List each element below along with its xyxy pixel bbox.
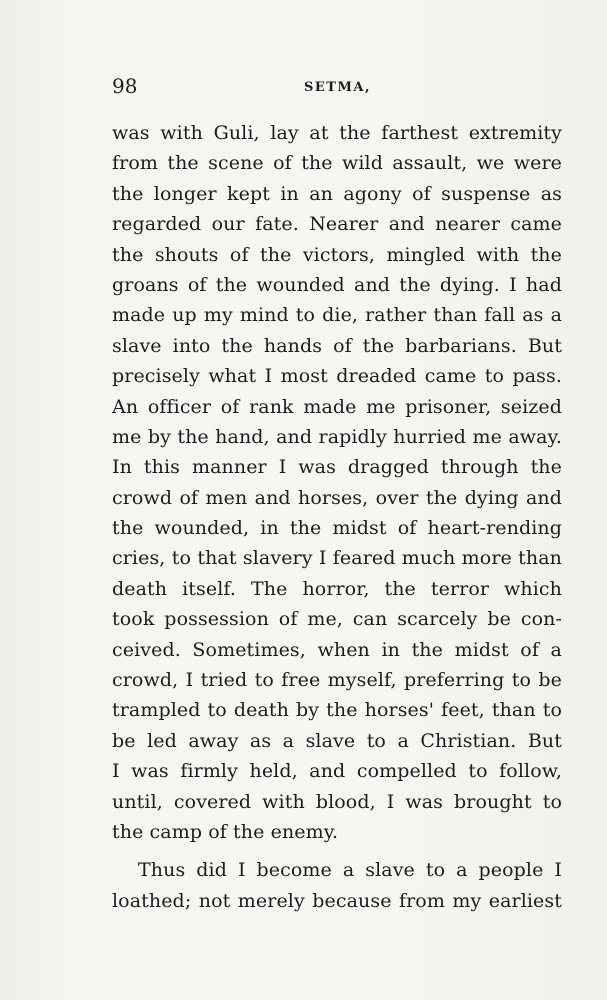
text-line: crowd, I tried to free myself, preferring to be <box>112 669 562 692</box>
text-line: precisely what I most dreaded came to pass. <box>112 365 562 388</box>
page-number: 98 <box>112 74 138 98</box>
text-line: the camp of the enemy. <box>112 820 339 843</box>
body-text <box>112 118 562 916</box>
text-line: trampled to death by the horses' feet, than to <box>112 699 562 722</box>
text-line: loathed; not merely because from my earliest <box>112 889 562 912</box>
text-line: the wounded, in the midst of heart-rending <box>112 517 562 540</box>
running-header <box>112 74 562 104</box>
text-line: took possession of me, can scarcely be con- <box>112 608 562 631</box>
text-line: regarded our fate. Nearer and nearer came <box>112 213 562 236</box>
text-line: the longer kept in an agony of suspense as <box>112 182 562 205</box>
text-line: me by the hand, and rapidly hurried me away. <box>112 425 562 448</box>
text-line: slave into the hands of the barbarians. But <box>112 334 562 357</box>
text-line: was with Guli, lay at the farthest extremity <box>112 122 562 144</box>
text-line: from the scene of the wild assault, we were <box>112 152 562 175</box>
text-line: be led away as a slave to a Christian. But <box>112 729 562 752</box>
text-line: An officer of rank made me prisoner, seized <box>112 395 562 418</box>
text-line: I was firmly held, and compelled to follow, <box>112 760 562 783</box>
text-line: groans of the wounded and the dying. I had <box>112 273 562 296</box>
running-title: SETMA, <box>304 80 371 95</box>
text-line: crowd of men and horses, over the dying and <box>112 486 562 509</box>
text-line: the shouts of the victors, mingled with the <box>112 243 562 266</box>
text-line: made up my mind to die, rather than fall as a <box>112 304 562 327</box>
text-line: until, covered with blood, I was brought to <box>112 790 562 813</box>
text-line: ceived. Sometimes, when in the midst of a <box>112 638 562 661</box>
text-line: Thus did I become a slave to a people I <box>138 859 562 882</box>
text-line: death itself. The horror, the terror which <box>112 577 562 600</box>
text-line: In this manner I was dragged through the <box>112 456 562 479</box>
text-line: cries, to that slavery I feared much more than <box>112 547 562 570</box>
